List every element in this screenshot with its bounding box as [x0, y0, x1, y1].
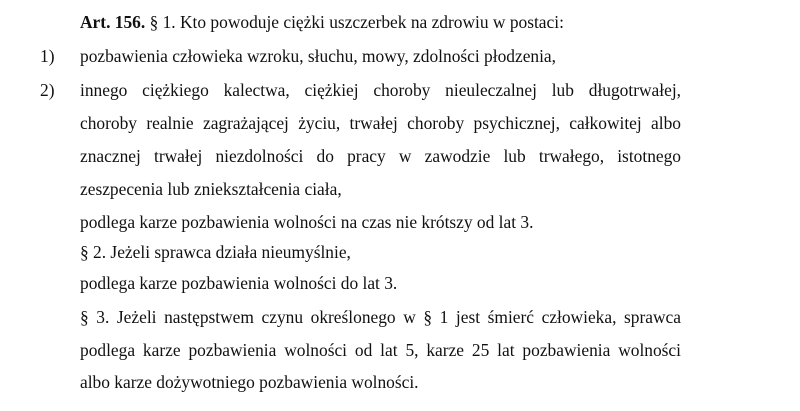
item-2-number: 2): [40, 80, 55, 100]
item-2-line-2: choroby realnie zagrażającej życiu, trwałej choroby psychicznej, całkowitej albo: [80, 113, 681, 133]
paragraph-1-penalty: podlega karze pozbawienia wolności na czas nie krótszy od lat 3.: [80, 212, 534, 232]
article-first-line: [80, 10, 564, 35]
item-2-line-1: innego ciężkiego kalectwa, ciężkiej choroby nieuleczalnej lub długotrwałej,: [80, 80, 681, 100]
paragraph-2-intro: § 2. Jeżeli sprawca działa nieumyślnie,: [80, 242, 351, 262]
paragraph-3-line-1: § 3. Jeżeli następstwem czynu określonego w § 1 jest śmierć człowieka, sprawca: [80, 307, 681, 327]
article-heading: Art. 156.: [80, 12, 146, 32]
item-2-line-3: znacznej trwałej niezdolności do pracy w zawodzie lub trwałego, istotnego: [80, 146, 681, 166]
paragraph-2-penalty: podlega karze pozbawienia wolności do lat 3.: [80, 273, 398, 293]
item-2-line-4: zeszpecenia lub zniekształcenia ciała,: [80, 179, 342, 199]
paragraph-3-line-3: albo karze dożywotniego pozbawienia wolności.: [80, 372, 419, 392]
item-1-number: 1): [40, 46, 55, 66]
item-1-line-1: pozbawienia człowieka wzroku, słuchu, mowy, zdolności płodzenia,: [80, 46, 557, 66]
paragraph-3-line-2: podlega karze pozbawienia wolności od lat 5, karze 25 lat pozbawienia wolności: [80, 340, 681, 360]
paragraph-1-intro: § 1. Kto powoduje ciężki uszczerbek na zdrowiu w postaci:: [149, 12, 564, 32]
